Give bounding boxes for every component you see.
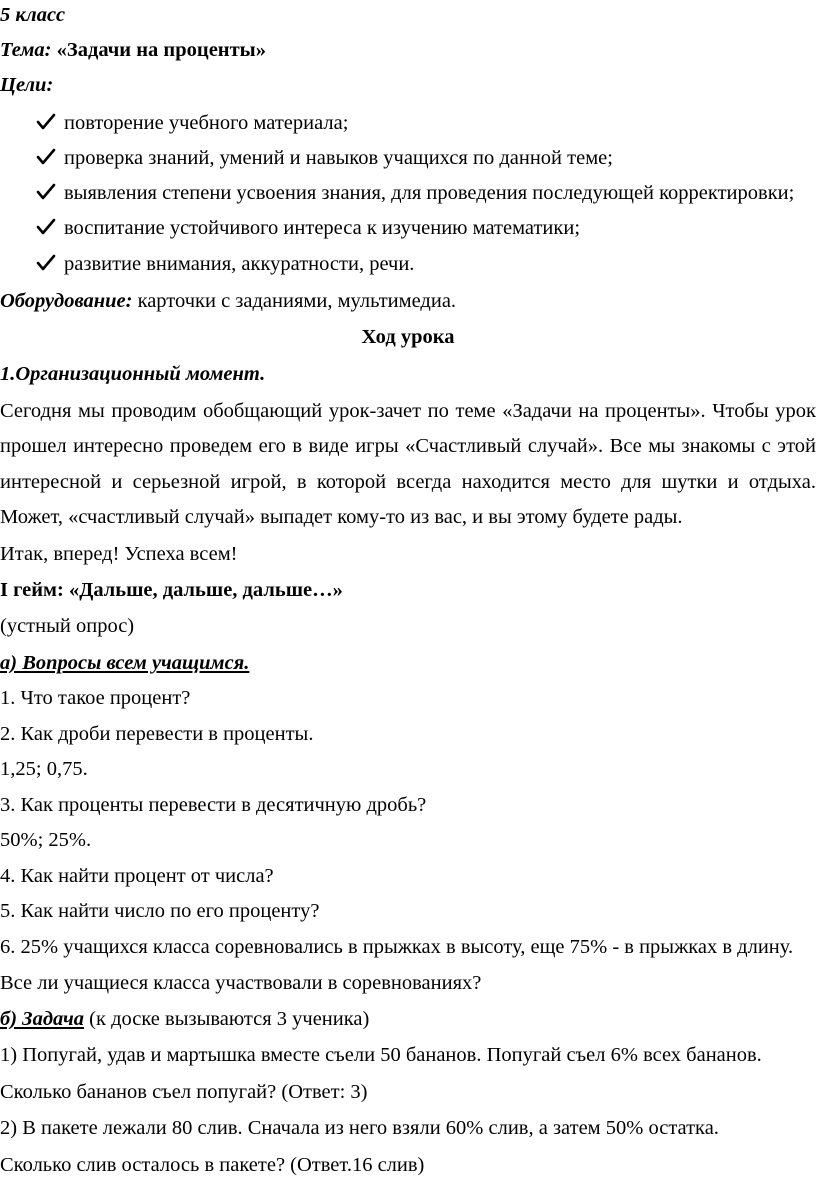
topic-value: «Задачи на проценты» (51, 39, 266, 61)
question-3: 3. Как проценты перевести в десятичную дробь? (0, 794, 427, 816)
lesson-heading: Ход урока (361, 326, 455, 348)
goal-item-1 (36, 111, 348, 135)
goal-item-4 (36, 216, 580, 240)
question-5: 5. Как найти число по его проценту? (0, 900, 320, 922)
question-4: 4. Как найти процент от числа? (0, 865, 274, 887)
part-b-line (0, 1007, 369, 1031)
question-2-values: 1,25; 0,75. (0, 758, 88, 780)
checkmark-icon (36, 217, 56, 237)
task-1-line-1: 1) Попугай, удав и мартышка вместе съели 50 бананов. Попугай съел 6% всех бананов. (0, 1044, 762, 1066)
intro-line-4: Может, «счастливый случай» выпадет кому-то из вас, и вы этому будете рады. (0, 506, 683, 528)
task-2-line-2: Сколько слив осталось в пакете? (Ответ.16 слив) (0, 1154, 425, 1176)
topic-label: Тема: (0, 39, 52, 61)
grade-line (0, 3, 65, 27)
goal-text: проверка знаний, умений и навыков учащихся по данной теме; (64, 147, 613, 169)
question-6-line-2: Все ли учащиеся класса участвовали в соревнованиях? (0, 972, 482, 994)
equipment-line (0, 289, 456, 313)
goal-item-2 (36, 146, 613, 170)
part-a-heading: а) Вопросы всем учащимся. (0, 652, 250, 674)
intro-line-3: интересной и серьезной игрой, в которой всегда находится место для шутки и отдыха. (0, 471, 816, 493)
topic-line (0, 38, 266, 62)
goals-label: Цели: (0, 74, 54, 96)
question-3-values: 50%; 25%. (0, 829, 92, 851)
part-b-label: б) Задача (0, 1008, 85, 1030)
checkmark-icon (36, 112, 56, 132)
goal-item-3 (36, 181, 794, 205)
go-ahead-line: Итак, вперед! Успеха всем! (0, 543, 238, 565)
goal-text: выявления степени усвоения знания, для проведения последующей корректировки; (64, 182, 795, 204)
equipment-label: Оборудование: (0, 290, 133, 312)
section-heading: 1.Организационный момент. (0, 363, 266, 385)
task-2-line-1: 2) В пакете лежали 80 слив. Сначала из него взяли 60% слив, а затем 50% остатка. (0, 1117, 719, 1139)
goal-text: повторение учебного материала; (64, 112, 349, 134)
part-b-note: (к доске вызываются 3 ученика) (84, 1008, 370, 1030)
checkmark-icon (36, 182, 56, 202)
checkmark-icon (36, 253, 56, 273)
equipment-value: карточки с заданиями, мультимедиа. (132, 290, 457, 312)
game-heading: I гейм: «Дальше, дальше, дальше…» (0, 579, 343, 601)
oral-note: (устный опрос) (0, 615, 135, 637)
grade-text: 5 класс (0, 4, 66, 26)
intro-line-1: Сегодня мы проводим обобщающий урок-зачет по теме «Задачи на проценты». Чтобы урок (0, 400, 816, 422)
task-1-line-2: Сколько бананов съел попугай? (Ответ: 3) (0, 1081, 368, 1103)
goal-text: воспитание устойчивого интереса к изучению математики; (64, 217, 581, 239)
intro-line-2: прошел интересно проведем его в виде игры «Счастливый случай». Все мы знакомы с этой (0, 435, 816, 457)
goal-item-5 (36, 252, 414, 276)
question-2: 2. Как дроби перевести в проценты. (0, 723, 314, 745)
checkmark-icon (36, 147, 56, 167)
question-6-line-1: 6. 25% учащихся класса соревновались в прыжках в высоту, еще 75% - в прыжках в длину. (0, 936, 794, 958)
goal-text: развитие внимания, аккуратности, речи. (64, 253, 415, 275)
question-1: 1. Что такое процент? (0, 687, 191, 709)
